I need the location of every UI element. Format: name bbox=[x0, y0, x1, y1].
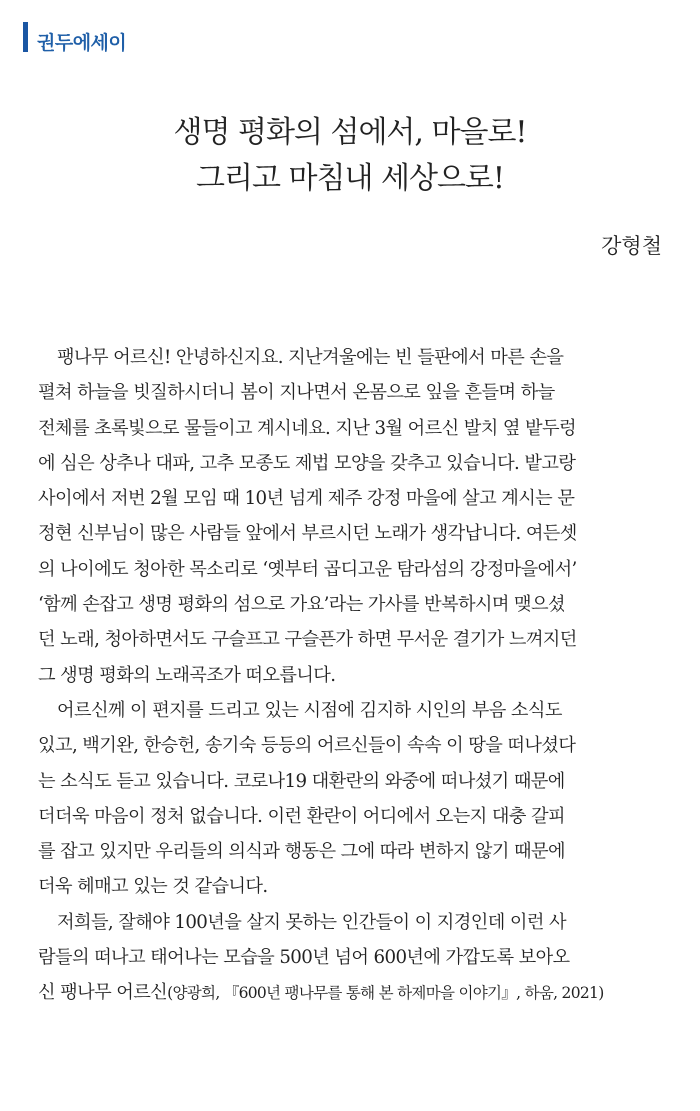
article-body bbox=[38, 340, 662, 1011]
text-line: 정현 신부님이 많은 사람들 앞에서 부르시던 노래가 생각납니다. 여든셋 bbox=[38, 523, 577, 545]
text-line: 팽나무 어르신! 안녕하신지요. 지난겨울에는 빈 들판에서 마른 손을 bbox=[57, 347, 564, 368]
book-citation: (양광희, 『600년 팽나무를 통해 본 하제마을 이야기』, 하움, 2021) bbox=[167, 984, 604, 1003]
text-line: 더더욱 마음이 정처 없습니다. 이런 환란이 어디에서 오는지 대충 갈피 bbox=[38, 805, 565, 827]
paragraph-2 bbox=[38, 693, 662, 905]
author-name: 강형철 bbox=[601, 234, 662, 258]
text-line: 의 나이에도 청아한 목소리로 ‘옛부터 곱디고운 탐라섬의 강정마을에서’ bbox=[38, 558, 577, 580]
text-line: 더욱 헤매고 있는 것 같습니다. bbox=[38, 876, 268, 898]
text-line: 어르신께 이 편지를 드리고 있는 시점에 김지하 시인의 부음 소식도 bbox=[57, 699, 562, 721]
text-line: 는 소식도 듣고 있습니다. 코로나19 대환란의 와중에 떠나셨기 때문에 bbox=[38, 770, 565, 792]
text-line: ‘함께 손잡고 생명 평화의 섬으로 가요’라는 가사를 반복하시며 맺으셨 bbox=[38, 594, 565, 616]
paragraph-3 bbox=[38, 905, 662, 1011]
section-accent-bar bbox=[23, 22, 28, 52]
text-line: 람들의 떠나고 태어나는 모습을 500년 넘어 600년에 가깝도록 보아오 bbox=[38, 947, 570, 969]
section-tag bbox=[23, 22, 126, 52]
title-line-1: 생명 평화의 섬에서, 마을로! bbox=[173, 115, 527, 150]
text-line: 전체를 초록빛으로 물들이고 계시네요. 지난 3월 어르신 발치 옆 밭두렁 bbox=[38, 417, 576, 439]
section-label: 권두에세이 bbox=[37, 31, 127, 54]
article-title bbox=[0, 110, 700, 202]
text-line: 그 생명 평화의 노래곡조가 떠오릅니다. bbox=[38, 664, 336, 686]
text-fragment: 신 팽나무 어르신 bbox=[38, 982, 168, 1004]
text-line-with-citation bbox=[38, 975, 662, 1010]
text-line: 있고, 백기완, 한승헌, 송기숙 등등의 어르신들이 속속 이 땅을 떠나셨다 bbox=[38, 735, 576, 757]
text-line: 에 심은 상추나 대파, 고추 모종도 제법 모양을 갖추고 있습니다. 밭고랑 bbox=[38, 452, 576, 474]
text-line: 던 노래, 청아하면서도 구슬프고 구슬픈가 하면 무서운 결기가 느껴지던 bbox=[38, 629, 577, 651]
paragraph-1 bbox=[38, 340, 662, 693]
text-line: 를 잡고 있지만 우리들의 의식과 행동은 그에 따라 변하지 않기 때문에 bbox=[38, 841, 565, 863]
text-line: 펼쳐 하늘을 빗질하시더니 봄이 지나면서 온몸으로 잎을 흔들며 하늘 bbox=[38, 382, 555, 404]
text-line: 사이에서 저번 2월 모임 때 10년 넘게 제주 강정 마을에 살고 계시는 문 bbox=[38, 488, 575, 510]
text-line: 저희들, 잘해야 100년을 살지 못하는 인간들이 이 지경인데 이런 사 bbox=[57, 911, 566, 933]
title-line-2: 그리고 마침내 세상으로! bbox=[196, 161, 504, 196]
